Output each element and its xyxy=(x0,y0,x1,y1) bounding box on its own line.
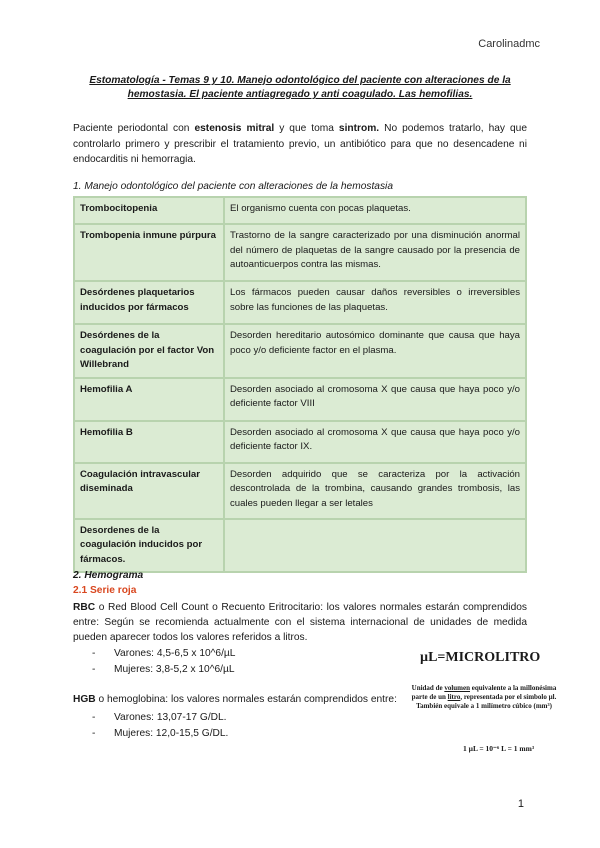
row-term: Desórdenes de la coagulación por el factor Von Willebrand xyxy=(74,324,224,378)
list-item: - Varones: 4,5-6,5 x 10^6/µL xyxy=(92,646,235,662)
row-desc: Desorden asociado al cromosoma X que causa que haya poco y/o deficiente factor IX. xyxy=(224,421,526,463)
micro-def-text-c: , representada por el símbolo µl. También equivale a 1 milímetro cúbico (mm³) xyxy=(416,693,557,710)
subsection-serie-roja: 2.1 Serie roja xyxy=(73,585,137,596)
document-title xyxy=(80,74,520,102)
table-row xyxy=(74,519,526,573)
microlitro-heading: µL=MICROLITRO xyxy=(420,650,541,665)
micro-def-text-a: Unidad de xyxy=(411,684,445,692)
rbc-bold: RBC xyxy=(73,602,96,613)
micro-def-volumen: volumen xyxy=(444,684,470,692)
rbc-values-list xyxy=(92,646,235,677)
rbc-women-value: Mujeres: 3,8-5,2 x 10^6/µL xyxy=(114,663,235,675)
page-number: 1 xyxy=(517,798,524,810)
hgb-men-value: Varones: 13,07-17 G/DL. xyxy=(114,712,227,723)
intro-bold-2: sintrom. xyxy=(338,123,380,134)
hgb-values-list xyxy=(92,710,228,741)
row-desc: Los fármacos pueden causar daños reversibles o irreversibles sobre las funciones de las plaquetas. xyxy=(224,281,526,324)
row-term: Desórdenes plaquetarios inducidos por fármacos xyxy=(74,281,224,324)
hgb-paragraph xyxy=(73,694,397,705)
hgb-text: o hemoglobina: los valores normales estarán comprendidos entre: xyxy=(95,694,397,705)
row-term: Hemofilia B xyxy=(74,421,224,463)
table-row xyxy=(74,324,526,378)
section-1-heading: 1. Manejo odontológico del paciente con alteraciones de la hemostasia xyxy=(73,181,393,192)
hgb-women-value: Mujeres: 12,0-15,5 G/DL. xyxy=(114,727,229,739)
hgb-bold: HGB xyxy=(73,694,96,705)
table-row xyxy=(74,281,526,324)
hemostasis-table xyxy=(73,196,527,573)
microlitro-formula: 1 µL = 10⁻⁶ L = 1 mm³ xyxy=(463,744,535,753)
table-row xyxy=(74,197,526,224)
intro-paragraph xyxy=(73,121,527,168)
micro-def-text-b: equivalente a la millonésima parte de un xyxy=(411,684,557,701)
list-item: - Varones: 13,07-17 G/DL. xyxy=(92,710,228,726)
intro-text-3: No podemos tratarlo, hay que controlarlo primero y prescribir el tratamiento previo, un antibiótico para que no desencadene ni endocarditis ni hemorragia. xyxy=(73,123,527,165)
row-desc: Trastorno de la sangre caracterizado por una disminución anormal del número de plaquetas de la sangre causado por la presencia de autoanticuerpos contra las mismas. xyxy=(224,224,526,281)
author-header: Carolinadmc xyxy=(478,38,540,50)
list-item: - Mujeres: 12,0-15,5 G/DL. xyxy=(92,726,228,742)
rbc-text: o Red Blood Cell Count o Recuento Eritrocitario: los valores normales estarán comprendidos entre: Según se recomienda actualmente con el sistema internacional de unidades de medida pueden aparecer todos los valores referidos a litros. xyxy=(73,602,527,644)
table-row xyxy=(74,224,526,281)
row-desc xyxy=(224,519,526,573)
section-2-heading: 2. Hemograma xyxy=(73,570,144,581)
micro-def-litro: litro xyxy=(447,693,461,701)
title-line-1: Estomatología - Temas 9 y 10. Manejo odontológico del paciente con alteraciones de la xyxy=(89,75,511,86)
table-row xyxy=(74,378,526,421)
row-desc: Desorden hereditario autosómico dominante que causa que haya poco y/o deficiente factor en el plasma. xyxy=(224,324,526,378)
row-term: Trombocitopenia xyxy=(74,197,224,224)
microlitro-definition xyxy=(404,684,564,711)
intro-text-2: y que toma xyxy=(274,123,339,134)
row-term: Coagulación intravascular diseminada xyxy=(74,463,224,519)
row-desc: Desorden asociado al cromosoma X que causa que haya poco y/o deficiente factor VIII xyxy=(224,378,526,421)
intro-bold-1: estenosis mitral xyxy=(194,123,275,134)
rbc-men-value: Varones: 4,5-6,5 x 10^6/µL xyxy=(114,648,236,659)
row-term: Hemofilia A xyxy=(74,378,224,421)
list-item: - Mujeres: 3,8-5,2 x 10^6/µL xyxy=(92,662,235,678)
row-desc: Desorden adquirido que se caracteriza por la activación descontrolada de la trombina, causando grandes trombosis, las cuales pueden llegar a ser letales xyxy=(224,463,526,519)
row-term: Trombopenia inmune púrpura xyxy=(74,224,224,281)
table-row xyxy=(74,463,526,519)
table-row xyxy=(74,421,526,463)
intro-text-1: Paciente periodontal con xyxy=(73,123,195,134)
row-desc: El organismo cuenta con pocas plaquetas. xyxy=(224,197,526,224)
row-term: Desordenes de la coagulación inducidos por fármacos. xyxy=(74,519,224,573)
title-line-2: hemostasia. El paciente antiagregado y anti coagulado. Las hemofilias. xyxy=(127,89,473,100)
rbc-paragraph xyxy=(73,600,527,646)
